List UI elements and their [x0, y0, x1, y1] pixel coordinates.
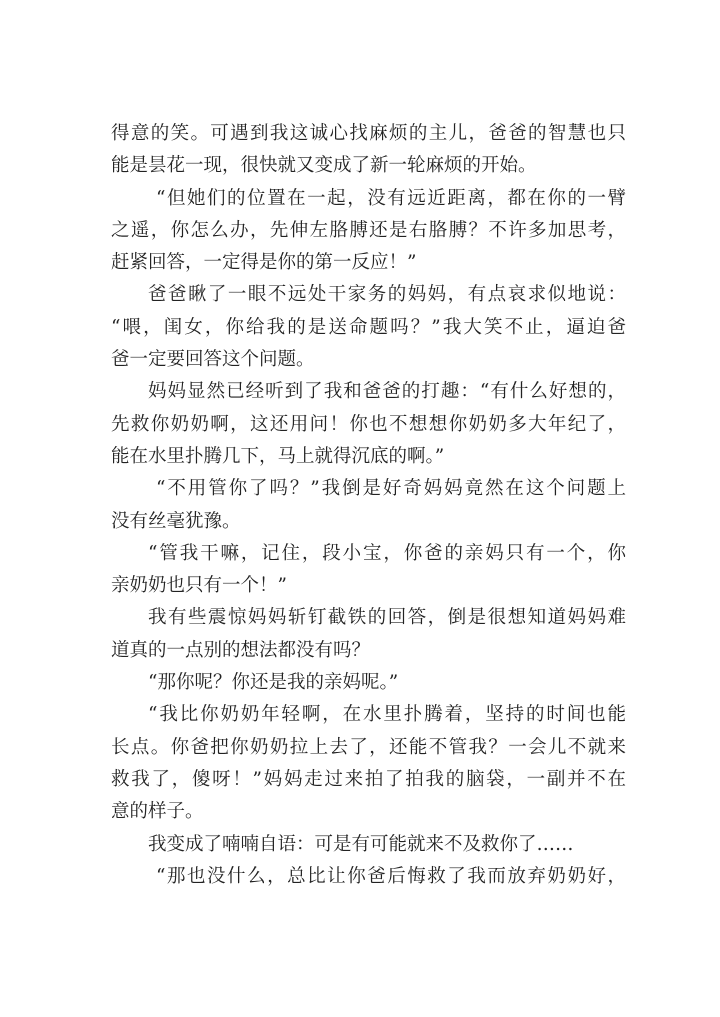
- text-line: 妈妈显然已经听到了我和爸爸的打趣：“有什么好想的，: [148, 381, 626, 403]
- text-line: “但她们的位置在一起，没有远近距离，都在你的一臂: [156, 187, 626, 209]
- text-line: “不用管你了吗？”我倒是好奇妈妈竟然在这个问题上: [156, 478, 626, 500]
- text-line: 我有些震惊妈妈斩钉截铁的回答，倒是很想知道妈妈难: [148, 607, 626, 629]
- text-line: 之遥，你怎么办，先伸左胳膊还是右胳膊？不许多加思考，: [111, 219, 626, 241]
- text-line: 得意的笑。可遇到我这诚心找麻烦的主儿，爸爸的智慧也只: [111, 123, 626, 144]
- text-line: 先救你奶奶啊，这还用问！你也不想想你奶奶多大年纪了，: [111, 413, 626, 435]
- text-line: 长点。你爸把你奶奶拉上去了，还能不管我？一会儿不就来: [111, 736, 626, 758]
- text-line: 救我了，傻呀！”妈妈走过来拍了拍我的脑袋，一副并不在: [111, 768, 626, 790]
- text-line: 我变成了喃喃自语：可是有可能就来不及救你了……: [148, 833, 574, 855]
- text-line: 爸爸瞅了一眼不远处干家务的妈妈，有点哀求似地说：: [148, 284, 626, 306]
- text-line: 没有丝毫犹豫。: [111, 510, 241, 532]
- text-line: “那你呢？你还是我的亲妈呢。”: [148, 672, 399, 694]
- text-line: 赶紧回答，一定得是你的第一反应！”: [111, 252, 417, 274]
- text-line: “管我干嘛，记住，段小宝，你爸的亲妈只有一个，你: [148, 542, 626, 564]
- text-line: 爸一定要回答这个问题。: [111, 349, 315, 371]
- text-line: 亲奶奶也只有一个！”: [111, 575, 287, 597]
- text-line: “那也没什么，总比让你爸后悔救了我而放弃奶奶好，: [156, 865, 626, 887]
- text-line: “我比你奶奶年轻啊，在水里扑腾着，坚持的时间也能: [148, 704, 626, 726]
- text-line: 意的样子。: [111, 801, 204, 823]
- text-line: 能是昙花一现，很快就又变成了新一轮麻烦的开始。: [111, 155, 537, 177]
- text-line: 道真的一点别的想法都没有吗？: [111, 639, 371, 661]
- text-line: 能在水里扑腾几下，马上就得沉底的啊。”: [111, 445, 445, 467]
- text-line: “喂，闺女，你给我的是送命题吗？”我大笑不止，逼迫爸: [111, 316, 626, 338]
- document-body-text: [111, 118, 626, 893]
